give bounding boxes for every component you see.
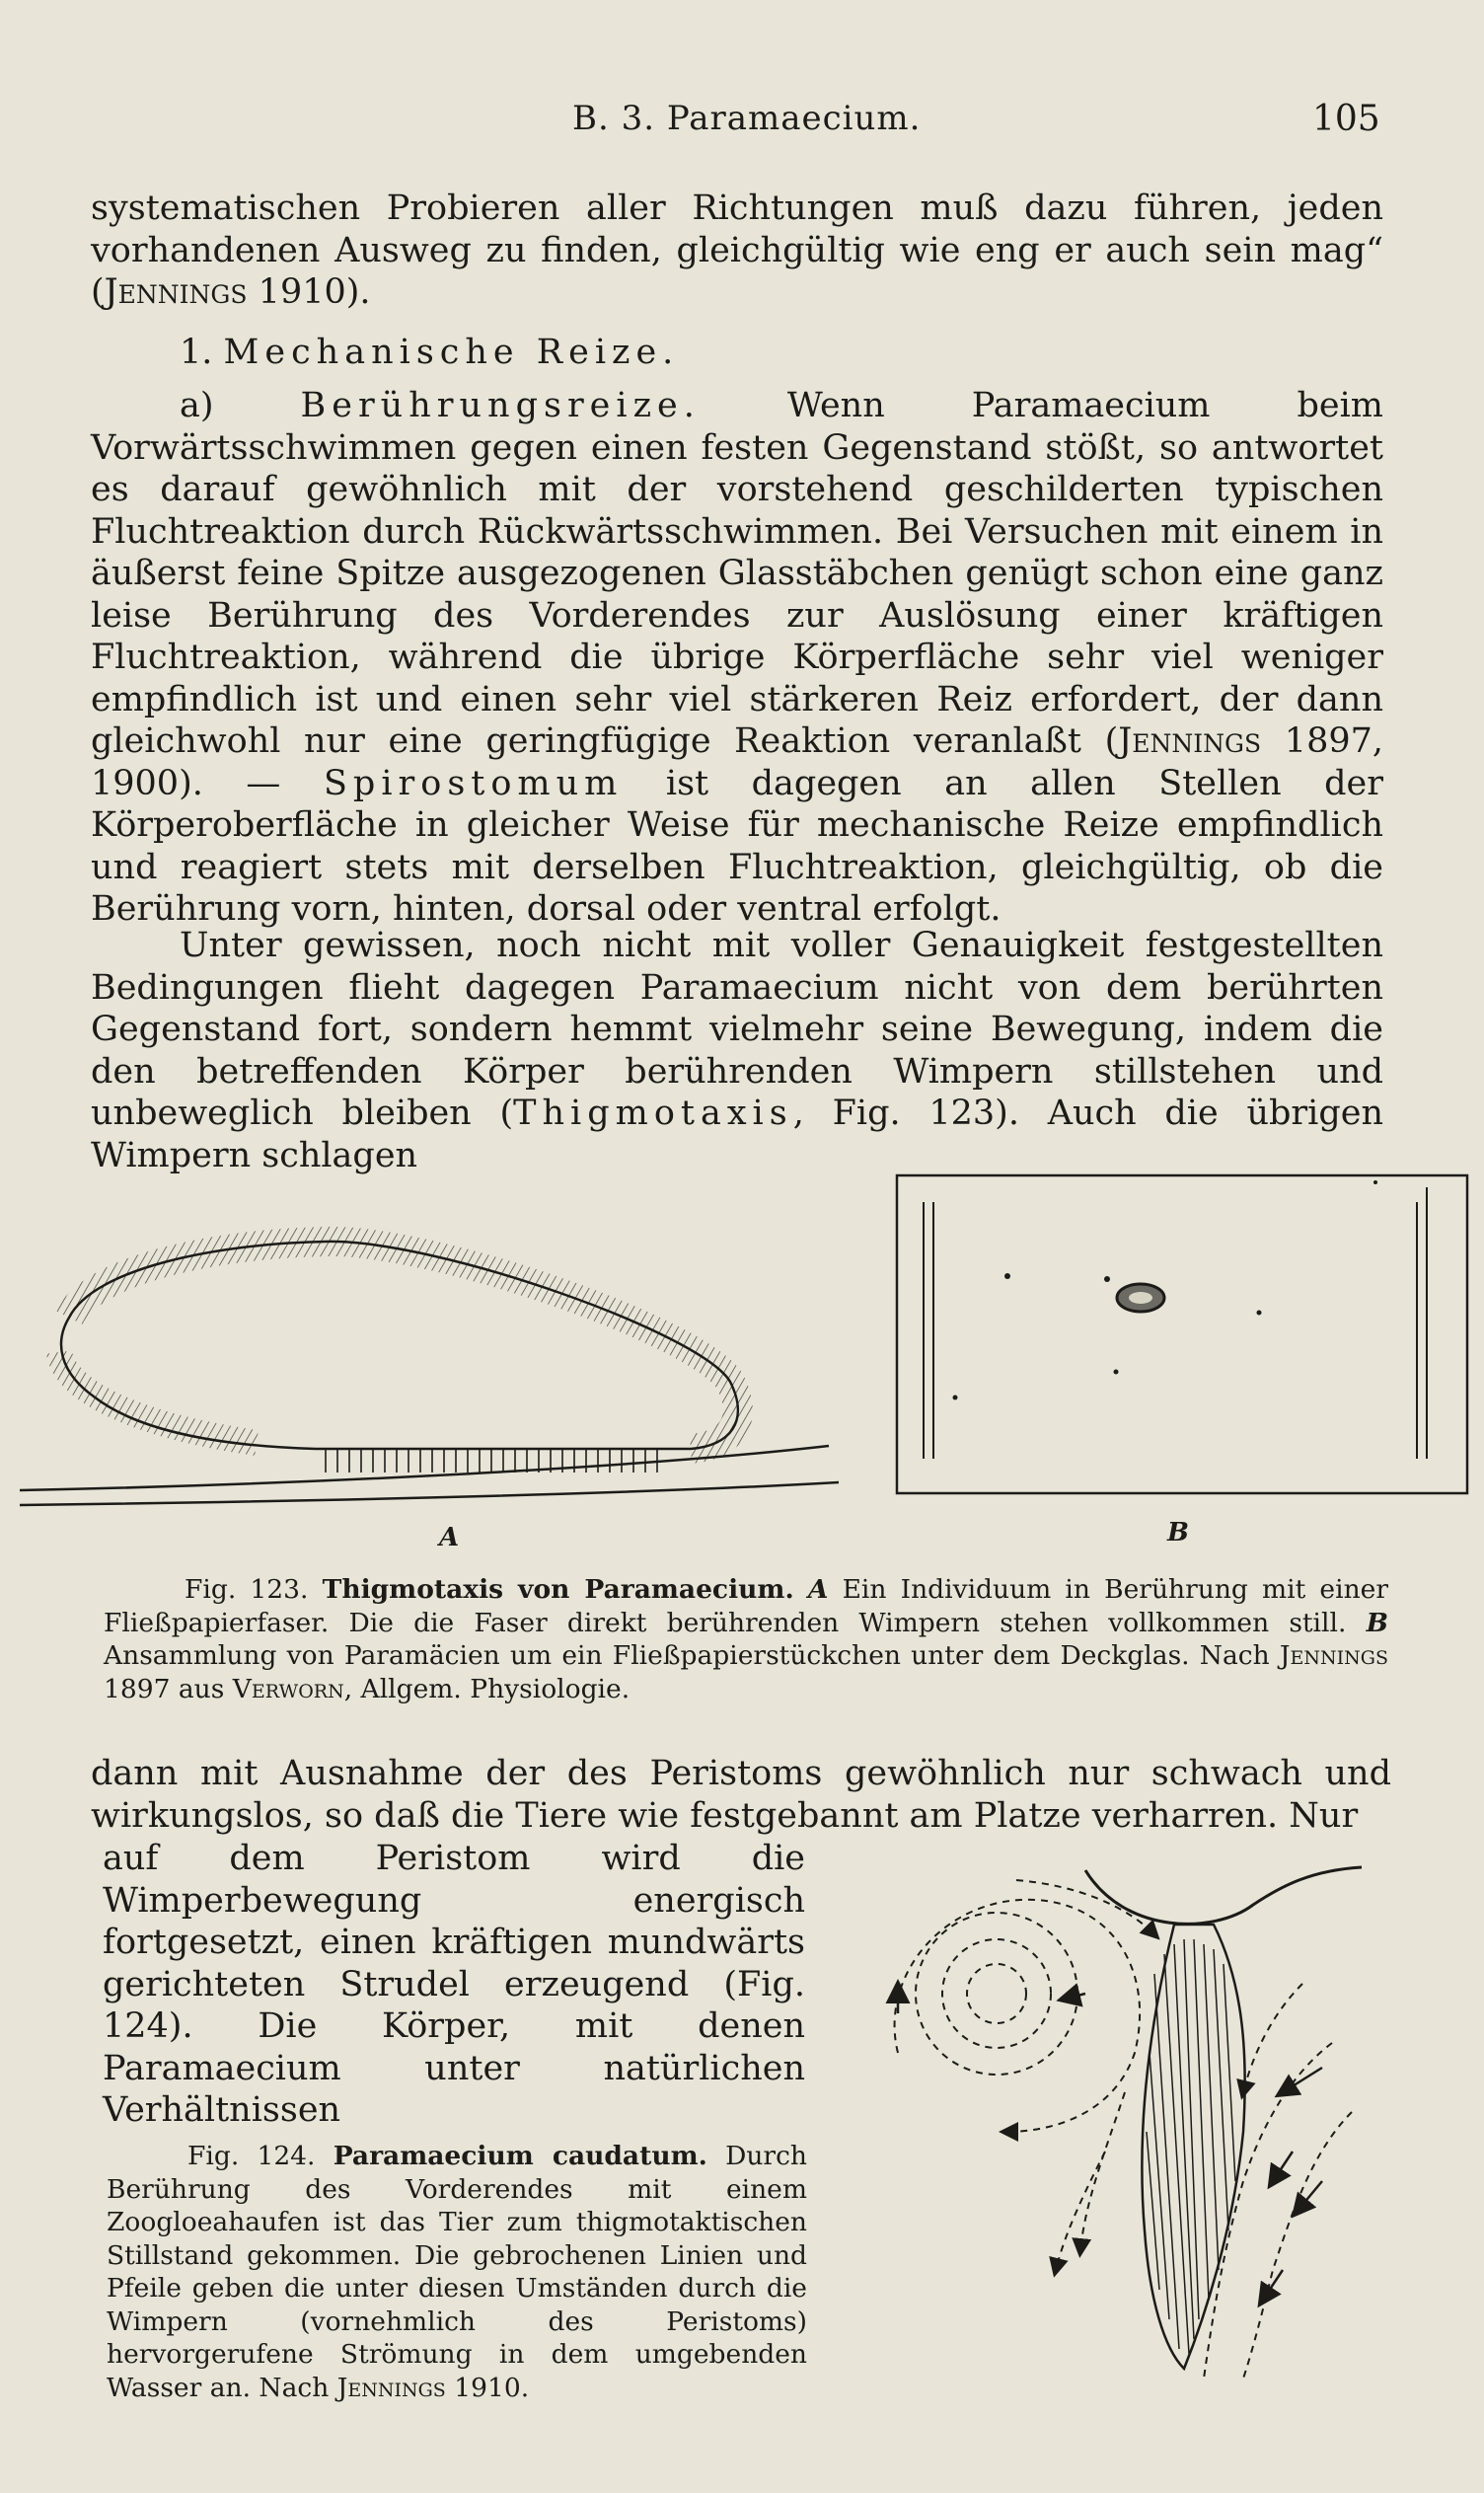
paragraph-2-mid: 1897, 1900). — bbox=[91, 721, 1383, 803]
page-number: 105 bbox=[1312, 99, 1380, 139]
caption-text: , Allgem. Physiologie. bbox=[343, 1673, 631, 1704]
caption-text: Ansammlung von Paramäcien um ein Fließpapierstückchen unter dem Deckglas. Nach bbox=[104, 1640, 1280, 1671]
caption-title: Thigmotaxis von Paramaecium. bbox=[322, 1574, 794, 1605]
paragraph-3-text: Unter gewissen, noch nicht mit voller Genauigkeit festgestellten Bedingungen flieht dagegen Paramaecium nicht von dem berührten Gegenstand fort, sondern hemmt vielmehr seine Bewegung, indem die den betreffenden Körper berührenden Wimpern stillstehen und unbeweglich bleiben ( bbox=[91, 926, 1383, 1133]
author-name: Jennings bbox=[1279, 1640, 1388, 1671]
author-name: Jennings bbox=[104, 272, 248, 312]
paragraph-2-end: ist dagegen an allen Stellen der Körperoberfläche in gleicher Weise für mechanische Reize empfindlich und reagiert stets mit derselben Fluchtreaktion, gleichgültig, ob die Berührung vorn, hinten, dorsal oder ventral erfolgt. bbox=[91, 763, 1384, 929]
figure-123-label-a: A bbox=[439, 1523, 460, 1552]
paragraph-3-end: , Fig. 123). Auch die übrigen Wimpern schlagen bbox=[91, 1094, 1383, 1175]
subsection-title: Berührungsreize. bbox=[300, 386, 701, 425]
caption-prefix: Fig. 123. bbox=[185, 1574, 309, 1605]
paragraph-1-end: 1910). bbox=[247, 272, 371, 312]
figure-123-caption bbox=[104, 1573, 1388, 1705]
paragraph-4 bbox=[91, 1753, 1391, 1837]
caption-label-b: B bbox=[1366, 1607, 1388, 1638]
author-name: Jennings bbox=[1118, 721, 1262, 761]
figure-123-label-b: B bbox=[1167, 1518, 1189, 1548]
paragraph-5 bbox=[103, 1838, 805, 2132]
author-name: Verworn bbox=[232, 1673, 344, 1704]
genus-name: Spirostomum bbox=[323, 763, 624, 803]
caption-label-a: A bbox=[807, 1574, 829, 1605]
paragraph-4-text: dann mit Ausnahme der des Peristoms gewöhnlich nur schwach und wirkungslos, so daß die Tiere wie festgebannt am Platze verharren. Nur bbox=[91, 1754, 1391, 1836]
caption-text: Durch Berührung des Vorderendes mit einem Zoogloeahaufen ist das Tier zum thigmotaktischen Stillstand gekommen. Die gebrochenen Linien und Pfeile geben die unter diesen Umständen durch die Wimpern (vornehmlich des Peristoms) hervorgerufene Strömung in dem umgebenden Wasser an. Nach bbox=[107, 2141, 807, 2403]
section-number: 1. bbox=[180, 333, 224, 372]
section-title: Mechanische Reize. bbox=[223, 333, 680, 372]
paragraph-1 bbox=[91, 188, 1383, 314]
caption-text: 1897 aus bbox=[104, 1673, 233, 1704]
paragraph-3 bbox=[91, 925, 1383, 1176]
caption-text: Ein Individuum in Berührung mit einer Fließpapierfaser. Die die Faser direkt berührenden Wimpern stehen vollkommen still. bbox=[104, 1574, 1388, 1638]
author-name: Jennings bbox=[336, 2372, 446, 2403]
caption-prefix: Fig. 124. bbox=[187, 2141, 316, 2171]
term-thigmotaxis: Thigmotaxis bbox=[513, 1094, 793, 1133]
subsection-label: a) bbox=[180, 386, 301, 425]
paragraph-5-text: auf dem Peristom wird die Wimperbewegung energisch fortgesetzt, einen kräftigen mundwärts gerichteten Strudel erzeugend (Fig. 124). Die Körper, mit denen Paramaecium unter natürlichen Verhältnissen bbox=[103, 1839, 805, 2130]
caption-title: Paramaecium caudatum. bbox=[333, 2141, 707, 2171]
paragraph-1-text: systematischen Probieren aller Richtungen muß dazu führen, jeden vorhandenen Ausweg zu finden, gleichgültig wie eng er auch sein mag“ ( bbox=[91, 189, 1383, 312]
running-header bbox=[0, 99, 1484, 148]
paragraph-2-text: Wenn Paramaecium beim Vorwärtsschwimmen gegen einen festen Gegenstand stößt, so antwortet es darauf gewöhnlich mit der vorstehend geschilderten typischen Fluchtreaktion durch Rückwärtsschwimmen. Bei Versuchen mit einem in äußerst feine Spitze ausgezogenen Glasstäbchen genügt schon eine ganz leise Berührung des Vorderendes zur Auslösung einer kräftigen Fluchtreaktion, während die übrige Körperfläche sehr viel weniger empfindlich ist und einen sehr viel stärkeren Reiz erfordert, der dann gleichwohl nur eine geringfügige Reaktion veranlaßt ( bbox=[91, 386, 1383, 761]
section-heading bbox=[91, 332, 1383, 374]
figure-124-drawing bbox=[858, 1855, 1372, 2388]
running-title: B. 3. Paramaecium. bbox=[572, 99, 922, 138]
caption-text: 1910. bbox=[445, 2372, 530, 2403]
figure-123a-drawing bbox=[20, 1224, 839, 1510]
paragraph-2 bbox=[91, 385, 1383, 931]
figure-124-caption bbox=[107, 2140, 807, 2404]
figure-123b-drawing bbox=[894, 1172, 1470, 1498]
